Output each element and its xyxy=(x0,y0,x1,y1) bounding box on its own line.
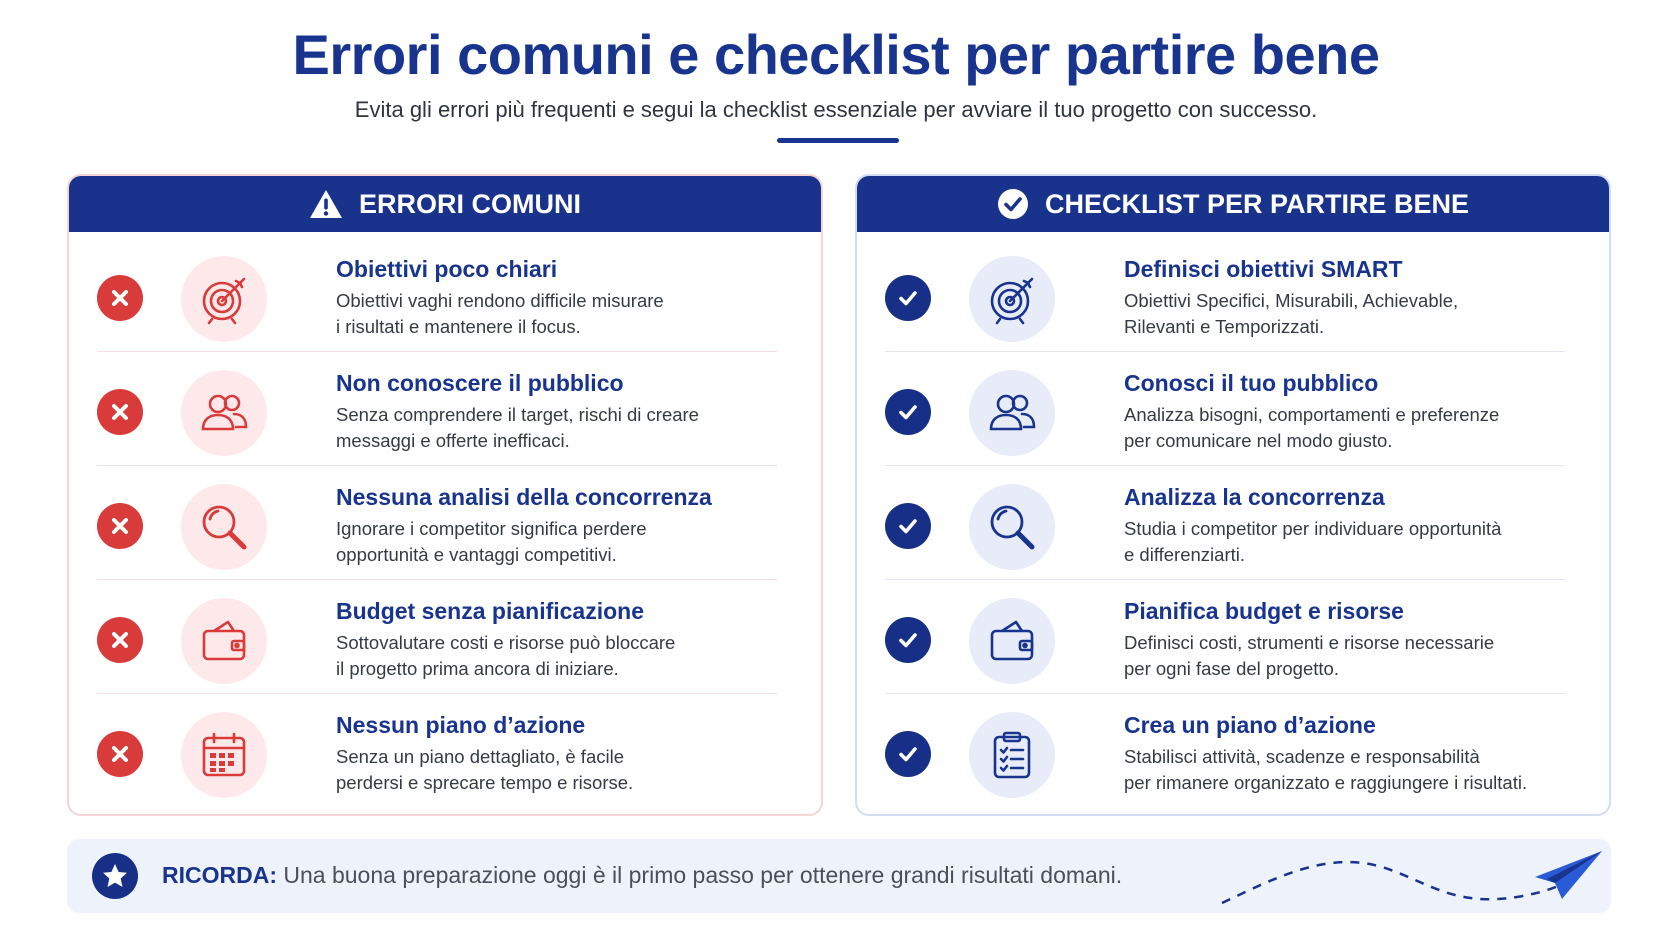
wallet-icon xyxy=(181,598,267,684)
clipboard-icon xyxy=(969,712,1055,798)
title-underline xyxy=(777,138,899,143)
error-desc-line: Ignorare i competitor significa perdere xyxy=(336,518,647,539)
error-title: Budget senza pianificazione xyxy=(336,598,644,624)
error-title: Obiettivi poco chiari xyxy=(336,256,558,282)
error-x-icon xyxy=(97,617,143,663)
magnifier-icon xyxy=(969,484,1055,570)
target-icon xyxy=(969,256,1055,342)
checklist-desc-line: Analizza bisogni, comportamenti e preferenze xyxy=(1124,404,1500,425)
checklist-description xyxy=(1124,516,1564,568)
checklist-panel-header xyxy=(857,176,1609,232)
checklist-item xyxy=(885,352,1565,466)
error-desc-line: i risultati e mantenere il focus. xyxy=(336,316,581,337)
checklist-item xyxy=(885,580,1565,694)
errors-panel-header xyxy=(69,176,821,232)
checklist-item xyxy=(885,694,1565,808)
error-desc-line: Senza comprendere il target, rischi di creare xyxy=(336,404,699,425)
calendar-icon xyxy=(181,712,267,798)
remember-label: RICORDA: xyxy=(162,862,277,888)
checklist-description xyxy=(1124,402,1564,454)
error-desc-line: messaggi e offerte inefficaci. xyxy=(336,430,570,451)
errors-panel xyxy=(67,174,823,816)
checklist-desc-line: Studia i competitor per individuare opportunità xyxy=(1124,518,1502,539)
error-description xyxy=(336,630,776,682)
checklist-item xyxy=(885,238,1565,352)
remember-text xyxy=(162,862,1122,889)
error-title: Nessun piano d’azione xyxy=(336,712,586,738)
checklist-title: Crea un piano d’azione xyxy=(1124,712,1376,738)
checkmark-icon xyxy=(885,503,931,549)
error-x-icon xyxy=(97,503,143,549)
error-desc-line: Senza un piano dettagliato, è facile xyxy=(336,746,624,767)
checklist-title: Analizza la concorrenza xyxy=(1124,484,1385,510)
wallet-icon xyxy=(969,598,1055,684)
errors-panel-title: ERRORI COMUNI xyxy=(359,188,581,219)
checklist-item xyxy=(885,466,1565,580)
checklist-desc-line: Obiettivi Specifici, Misurabili, Achievable, xyxy=(1124,290,1459,311)
page-subtitle: Evita gli errori più frequenti e segui la checklist essenziale per avviare il tuo progetto con successo. xyxy=(354,97,1318,122)
warning-icon xyxy=(309,189,343,219)
remember-banner xyxy=(67,839,1611,913)
error-item xyxy=(97,580,777,694)
error-desc-line: opportunità e vantaggi competitivi. xyxy=(336,544,617,565)
error-desc-line: Sottovalutare costi e risorse può bloccare xyxy=(336,632,676,653)
error-item xyxy=(97,694,777,808)
checklist-title: Pianifica budget e risorse xyxy=(1124,598,1404,624)
checklist-description xyxy=(1124,630,1564,682)
checkmark-icon xyxy=(885,731,931,777)
error-title: Non conoscere il pubblico xyxy=(336,370,624,396)
error-desc-line: il progetto prima ancora di iniziare. xyxy=(336,658,619,679)
users-icon xyxy=(181,370,267,456)
checkmark-icon xyxy=(885,389,931,435)
check-circle-icon xyxy=(997,188,1029,220)
checklist-desc-line: per comunicare nel modo giusto. xyxy=(1124,430,1393,451)
checklist-desc-line: per ogni fase del progetto. xyxy=(1124,658,1339,679)
error-item xyxy=(97,238,777,352)
checklist-description xyxy=(1124,288,1564,340)
checklist-panel-title: CHECKLIST PER PARTIRE BENE xyxy=(1044,188,1470,219)
error-x-icon xyxy=(97,389,143,435)
checklist-panel xyxy=(855,174,1611,816)
checklist-desc-line: Stabilisci attività, scadenze e responsabilità xyxy=(1124,746,1480,767)
page-title: Errori comuni e checklist per partire bene xyxy=(292,23,1380,86)
error-description xyxy=(336,516,776,568)
checklist-desc-line: e differenziarti. xyxy=(1124,544,1245,565)
checkmark-icon xyxy=(885,275,931,321)
error-desc-line: perdersi e sprecare tempo e risorse. xyxy=(336,772,634,793)
magnifier-icon xyxy=(181,484,267,570)
error-description xyxy=(336,288,776,340)
checklist-title: Definisci obiettivi SMART xyxy=(1124,256,1403,282)
error-x-icon xyxy=(97,275,143,321)
star-icon xyxy=(92,853,138,899)
checklist-desc-line: Rilevanti e Temporizzati. xyxy=(1124,316,1325,337)
error-item xyxy=(97,466,777,580)
checklist-title: Conosci il tuo pubblico xyxy=(1124,370,1379,396)
checklist-description xyxy=(1124,744,1564,796)
error-title: Nessuna analisi della concorrenza xyxy=(336,484,712,510)
users-icon xyxy=(969,370,1055,456)
paper-plane-icon xyxy=(1217,847,1602,907)
remember-message: Una buona preparazione oggi è il primo passo per ottenere grandi risultati domani. xyxy=(277,862,1123,888)
error-x-icon xyxy=(97,731,143,777)
error-description xyxy=(336,402,776,454)
error-item xyxy=(97,352,777,466)
checkmark-icon xyxy=(885,617,931,663)
checklist-desc-line: per rimanere organizzato e raggiungere i risultati. xyxy=(1124,772,1528,793)
error-description xyxy=(336,744,776,796)
target-icon xyxy=(181,256,267,342)
checklist-desc-line: Definisci costi, strumenti e risorse necessarie xyxy=(1124,632,1495,653)
error-desc-line: Obiettivi vaghi rendono difficile misurare xyxy=(336,290,664,311)
